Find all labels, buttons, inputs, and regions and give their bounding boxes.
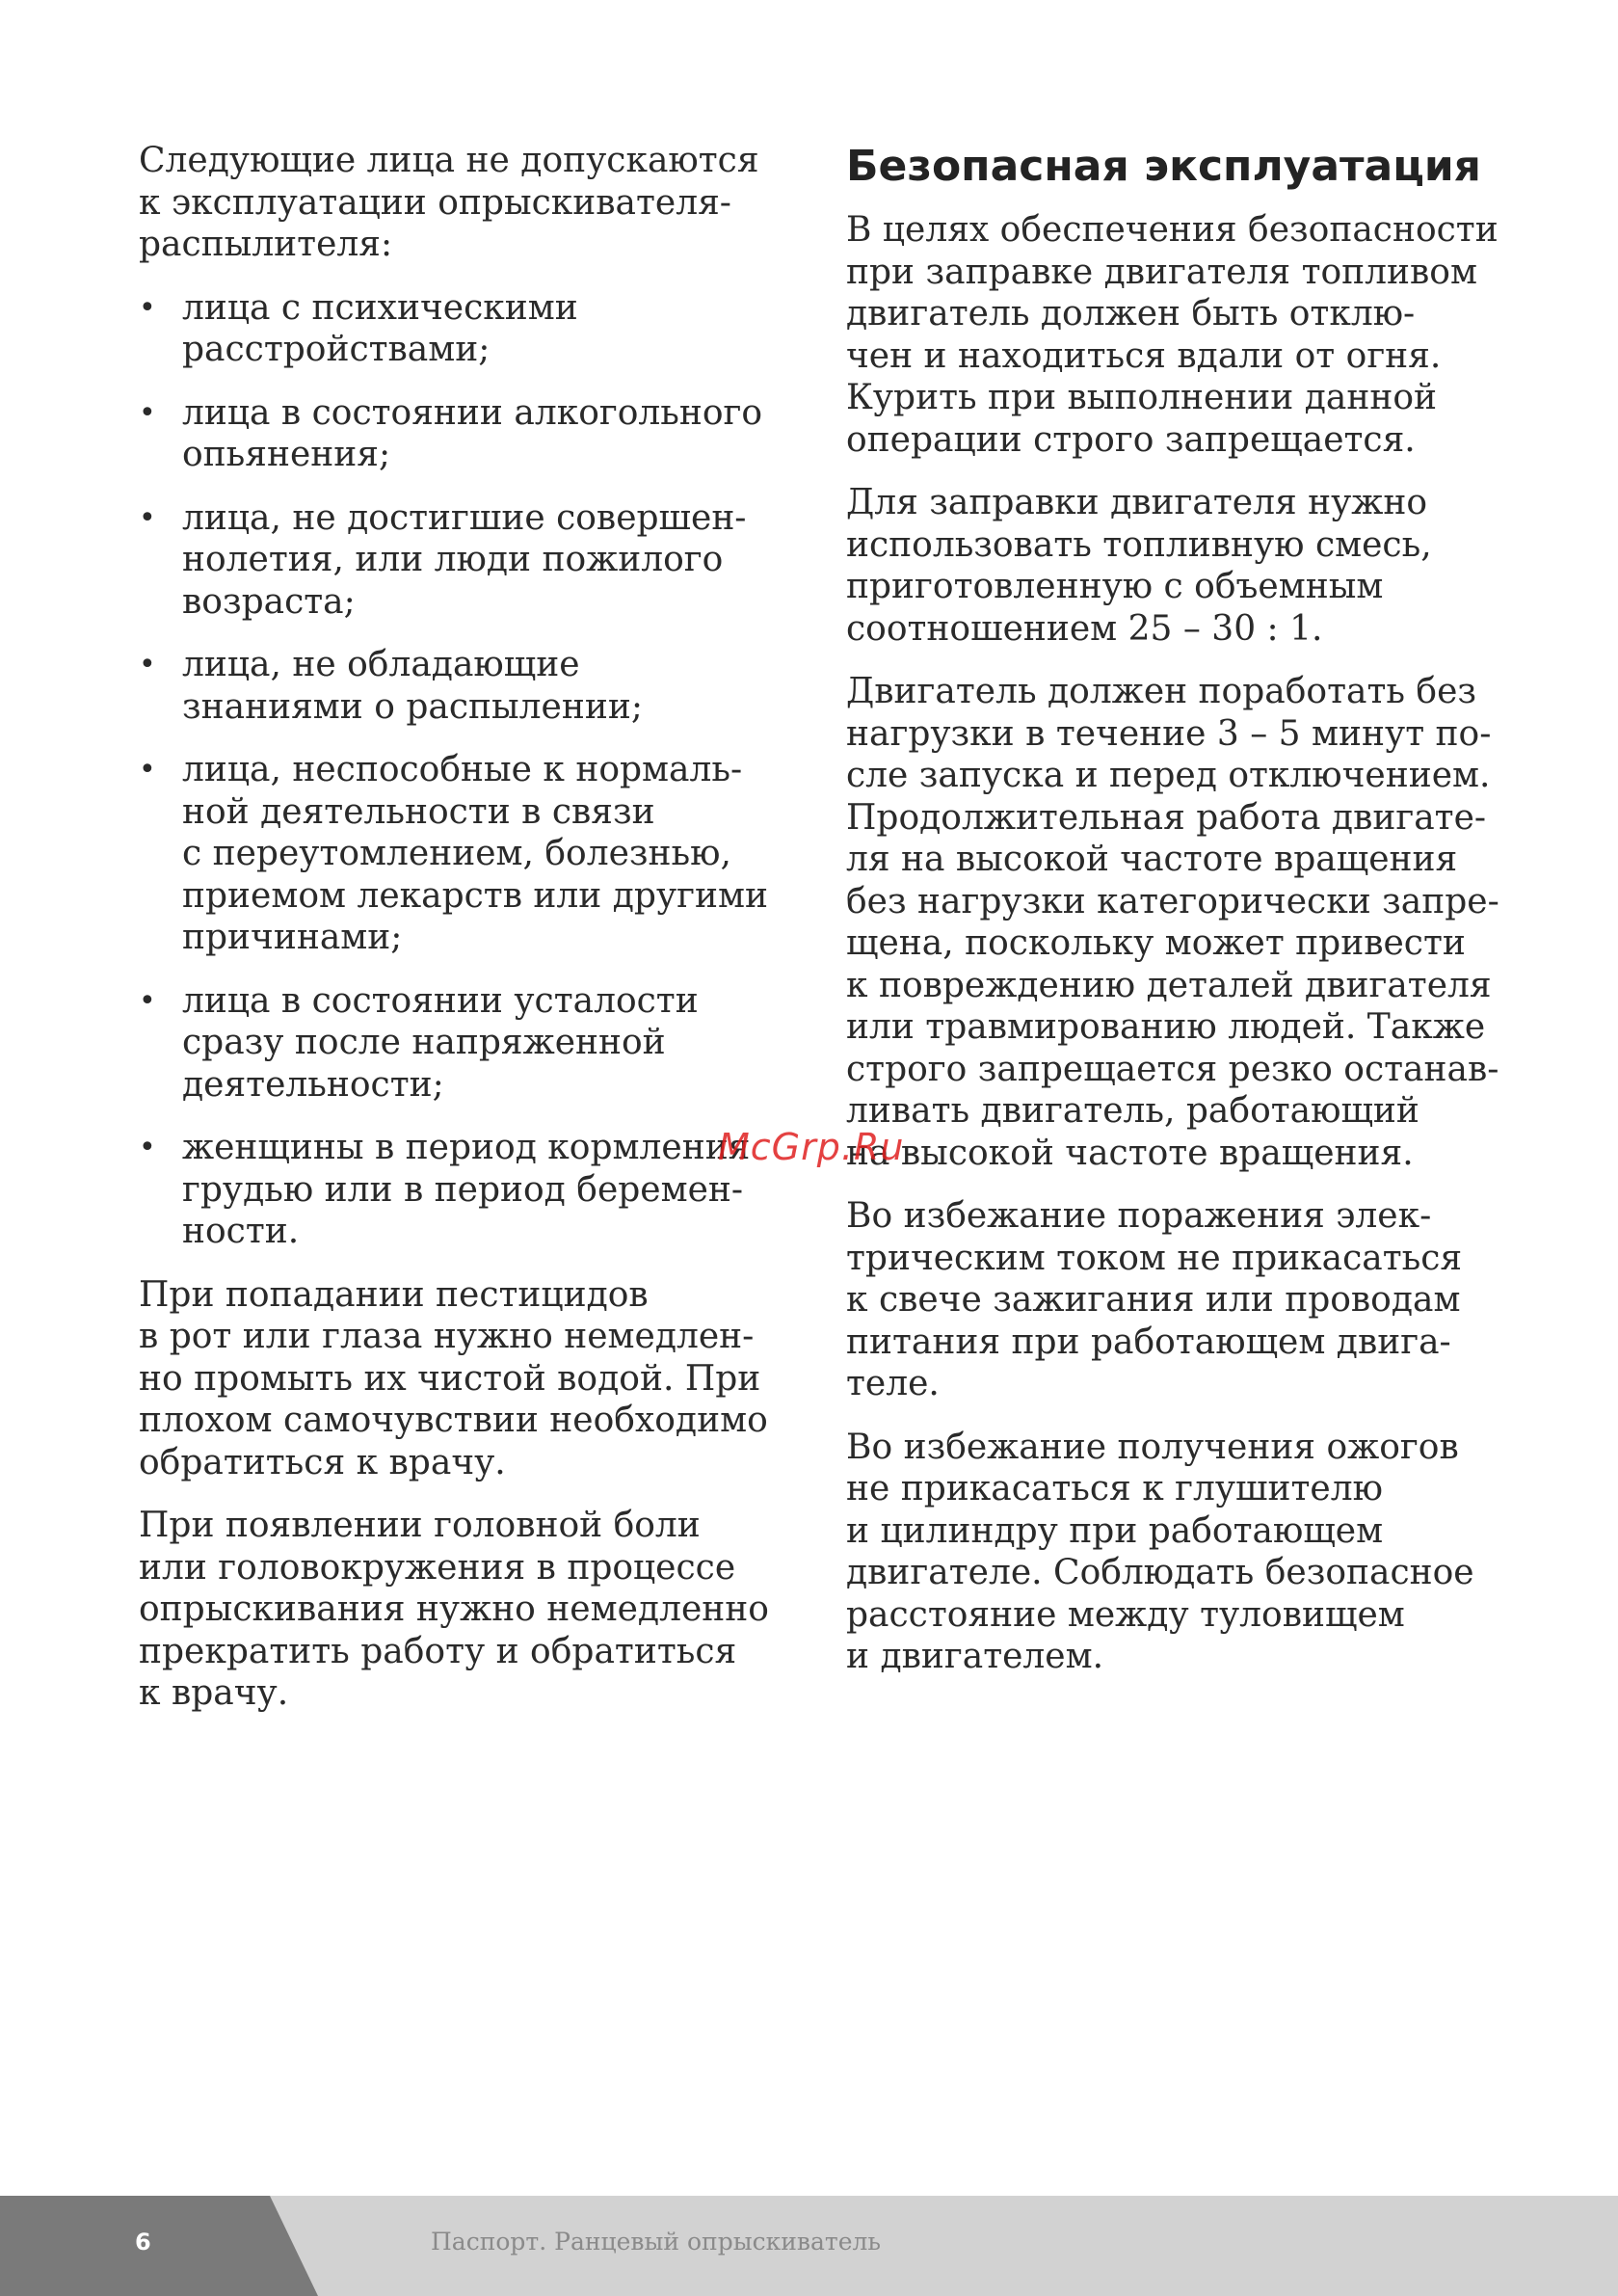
- refueling-paragraph: В целях обеспечения безопасности при заправке двигателя топливом двигатель должен быть отклю- чен и находиться вдали от огня. Курить при выполнении данной операции строго запрещается.: [846, 210, 1499, 460]
- fuel-mixture-paragraph: Для заправки двигателя нужно использовать топливную смесь, приготовленную с объемным соотношением 25 – 30 : 1.: [846, 483, 1432, 649]
- left-column: [139, 140, 775, 1736]
- list-item: • лица, не обладающие знаниями о распылении;: [139, 644, 775, 728]
- list-item: • лица в состоянии алкогольного опьянения;: [139, 392, 775, 476]
- list-item: • лица, не достигшие совершен- нолетия, или люди пожилого возраста;: [139, 497, 775, 624]
- footer-tab: [0, 2196, 318, 2296]
- watermark: McGrp.Ru: [718, 1126, 905, 1168]
- restricted-persons-list: [139, 287, 775, 1253]
- list-item: • лица с психическими расстройствами;: [139, 287, 775, 371]
- page-footer: [0, 2196, 1618, 2296]
- list-item: • женщины в период кормления грудью или в период беремен- ности.: [139, 1127, 775, 1253]
- right-column: [846, 140, 1511, 1699]
- electric-shock-paragraph: Во избежание поражения элек- трическим током не прикасаться к свече зажигания или проводам питания при работающем двига- теле.: [846, 1196, 1463, 1403]
- intro-paragraph: Следующие лица не допускаются к эксплуатации опрыскивателя- распылителя:: [139, 141, 759, 264]
- burns-paragraph: Во избежание получения ожогов не прикасаться к глушителю и цилиндру при работающем двигателе. Соблюдать безопасное расстояние между туловищем и двигателем.: [846, 1427, 1474, 1676]
- pesticide-contact-paragraph: При попадании пестицидов в рот или глаза нужно немедлен- но промыть их чистой водой. При плохом самочувствии необходимо обратиться к врачу.: [139, 1274, 768, 1482]
- list-item: • лица в состоянии усталости сразу после напряженной деятельности;: [139, 980, 775, 1107]
- section-heading: Безопасная эксплуатация: [846, 142, 1481, 191]
- idle-run-paragraph: Двигатель должен поработать без нагрузки в течение 3 – 5 минут по- сле запуска и перед отключением. Продолжительная работа двигате- ля на высокой частоте вращения без нагрузки категорически запре- щена, поскольку может привести к повреждению деталей двигателя или травмированию людей. Также строго запрещается резко останав- ливать двигатель, работающий на высокой частоте вращения.: [846, 672, 1499, 1173]
- list-item: • лица, неспособные к нормаль- ной деятельности в связи с переутомлением, болезнью, приемом лекарств или другими причинами;: [139, 749, 775, 959]
- footer-title: Паспорт. Ранцевый опрыскиватель: [431, 2228, 881, 2256]
- headache-paragraph: При появлении головной боли или головокружения в процессе опрыскивания нужно немедленно прекратить работу и обратиться к врачу.: [139, 1506, 769, 1713]
- page-number: 6: [135, 2229, 151, 2256]
